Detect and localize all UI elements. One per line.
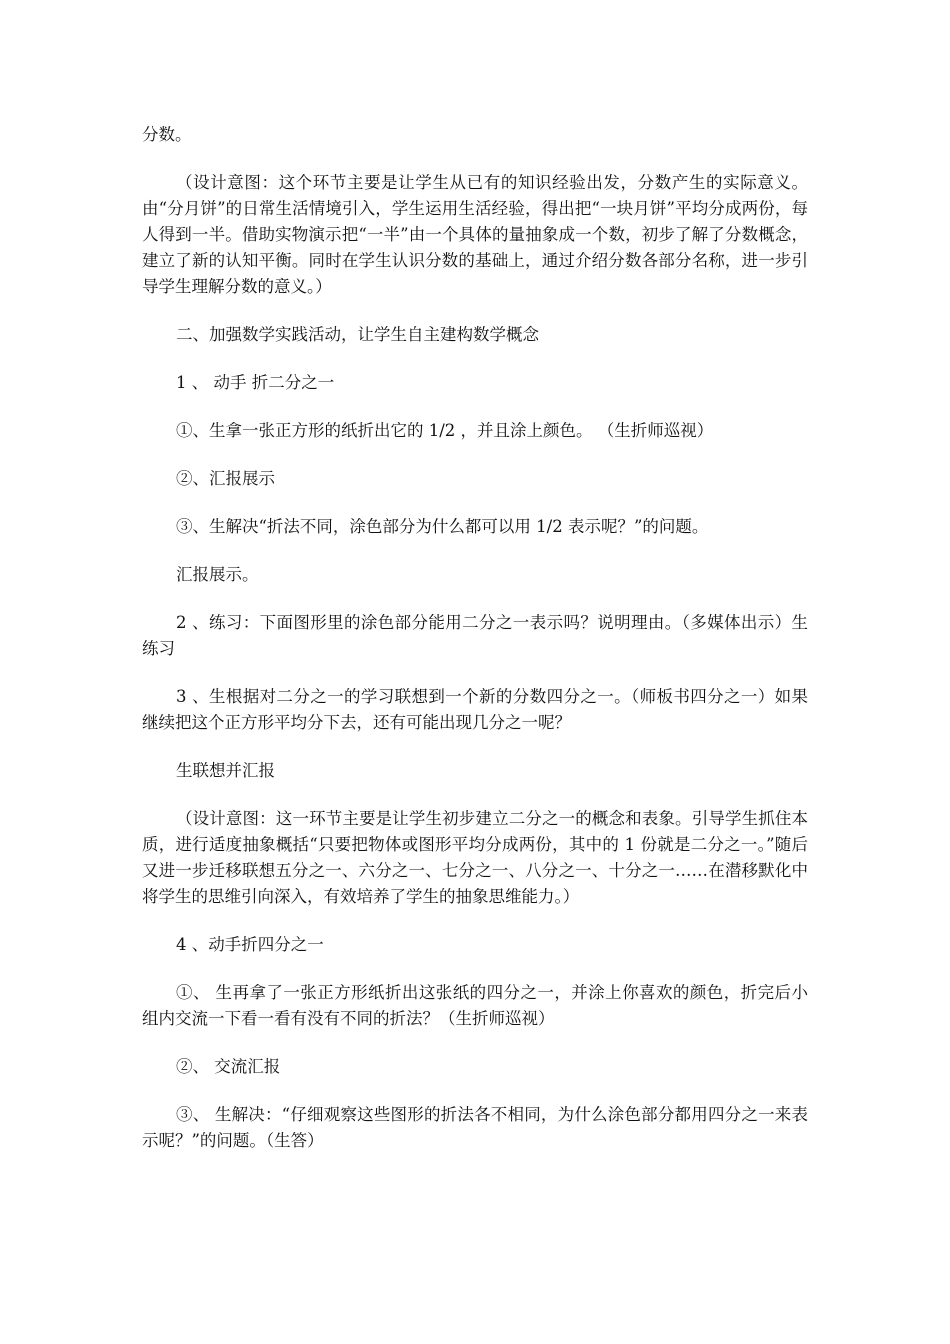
paragraph-11: （设计意图：这一环节主要是让学生初步建立二分之一的概念和表象。引导学生抓住本质，进行适度抽象概括“只要把物体或图形平均分成两份，其中的 1 份就是二分之一。”随后又进一步迁移联想五分之一、六分之一、七分之一、八分之一、十分之一……在潜移默化中将学生的思维引向深入，有效培养了学生的抽象思维能力。）	[142, 809, 808, 906]
paragraph-2: 二、加强数学实践活动，让学生自主建构数学概念	[176, 325, 539, 344]
paragraph-13: ①、 生再拿了一张正方形纸折出这张纸的四分之一，并涂上你喜欢的颜色，折完后小组内交流一下看一看有没有不同的折法？（生折师巡视）	[142, 983, 808, 1028]
paragraph-15: ③、 生解决：“仔细观察这些图形的折法各不相同，为什么涂色部分都用四分之一来表示呢？”的问题。（生答）	[142, 1105, 808, 1150]
paragraph-5: ②、汇报展示	[176, 469, 275, 488]
paragraph-9: 3 、生根据对二分之一的学习联想到一个新的分数四分之一。（师板书四分之一）如果继续把这个正方形平均分下去，还有可能出现几分之一呢？	[142, 687, 808, 732]
paragraph-14: ②、 交流汇报	[176, 1057, 281, 1076]
paragraph-3: 1 、 动手 折二分之一	[176, 373, 335, 392]
paragraph-8: 2 、练习：下面图形里的涂色部分能用二分之一表示吗？说明理由。（多媒体出示）生练习	[142, 613, 808, 658]
paragraph-7: 汇报展示。	[176, 565, 259, 584]
paragraph-6: ③、生解决“折法不同，涂色部分为什么都可以用 1/2 表示呢？”的问题。	[176, 517, 709, 536]
paragraph-0: 分数。	[142, 125, 192, 144]
paragraph-1: （设计意图：这个环节主要是让学生从已有的知识经验出发，分数产生的实际意义。由“分月饼”的日常生活情境引入，学生运用生活经验，得出把“一块月饼”平均分成两份，每人得到一半。借助实物演示把“一半”由一个具体的量抽象成一个数，初步了解了分数概念，建立了新的认知平衡。同时在学生认识分数的基础上，通过介绍分数各部分名称，进一步引导学生理解分数的意义。）	[142, 173, 808, 296]
paragraph-10: 生联想并汇报	[176, 761, 275, 780]
paragraph-4: ①、生拿一张正方形的纸折出它的 1/2 ，并且涂上颜色。 （生折师巡视）	[176, 421, 714, 440]
document-page	[142, 122, 808, 1176]
paragraph-12: 4 、动手折四分之一	[176, 935, 324, 954]
